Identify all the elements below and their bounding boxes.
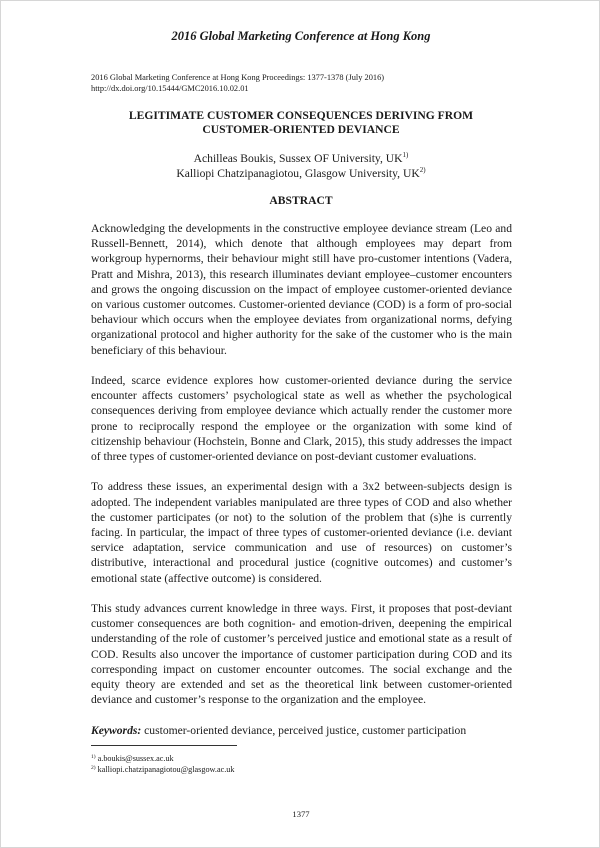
- footnote-1: [91, 753, 511, 764]
- abstract-paragraph-1: Acknowledging the developments in the constructive employee deviance stream (Leo and Russell-Bennett, 2014), which denote that although employees may depart from workgroup hypernorms, their behaviour might still have pro-customer intentions (Vadera, Pratt and Mishra, 2013), this research illuminates deviant employee–customer encounters and grows the ongoing discussion on the impact of employee customer-oriented deviance on various customer outcomes. Customer-oriented deviance (COD) is a form of pro-social behaviour which occurs when the employee deviates from organizational norms, defying organizational protocol and higher authority for the sake of the customer who is the main beneficiary of this behaviour.: [91, 222, 512, 357]
- abstract-paragraph-2: Indeed, scarce evidence explores how customer-oriented deviance during the service encounter affects customers’ psychological state as well as whether the psychological consequences deriving from employee deviance which actually render the customer more prone to reciprocally respond the employee or the organization with some kind of citizenship behaviour (Hochstein, Bonne and Clark, 2015), this study addresses the impact of three types of customer-oriented deviance on post-deviant customer evaluations.: [91, 374, 512, 464]
- footnote-2-email[interactable]: kalliopi.chatzipanagiotou@glasgow.ac.uk: [95, 765, 235, 774]
- author-2: [91, 166, 511, 181]
- abstract-body: [91, 221, 512, 753]
- title-line-2: CUSTOMER-ORIENTED DEVIANCE: [202, 123, 400, 136]
- abstract-heading: ABSTRACT: [269, 194, 333, 207]
- proceedings-citation: 2016 Global Marketing Conference at Hong Kong Proceedings: 1377-1378 (July 2016): [91, 73, 385, 82]
- footnote-2-mark: 2): [91, 765, 96, 771]
- author-2-footnote-mark: 2): [419, 166, 426, 174]
- author-1-footnote-mark: 1): [402, 151, 409, 159]
- footnote-1-mark: 1): [91, 754, 96, 760]
- abstract-paragraph-3: To address these issues, an experimental design with a 3x2 between-subjects design is adopted. The independent variables manipulated are three types of COD and also whether the customer participates (or not) to the solution of the problem that (s)he is currently facing. In particular, the impact of three types of customer-oriented deviance (i.e. deviant service adaptation, service communication and use of resources) on customer’s distributive, interactional and procedural justice (cognitive outcomes) and customer’s emotional state (affective outcome) is considered.: [91, 480, 512, 585]
- title-line-1: LEGITIMATE CUSTOMER CONSEQUENCES DERIVING FROM: [128, 109, 474, 122]
- footnote-1-email[interactable]: a.boukis@sussex.ac.uk: [95, 754, 174, 763]
- page-number: 1377: [292, 809, 310, 819]
- conference-header: 2016 Global Marketing Conference at Hong Kong: [171, 29, 431, 43]
- author-1-name: Achilleas Boukis, Sussex OF University, UK: [193, 152, 403, 165]
- footnote-divider: [91, 745, 237, 746]
- footnotes: [91, 753, 511, 775]
- footnote-2: [91, 764, 511, 775]
- author-1: [91, 151, 511, 166]
- paper-title: [91, 109, 511, 137]
- keywords-label: Keywords:: [91, 723, 142, 737]
- author-list: [91, 151, 511, 181]
- author-2-name: Kalliopi Chatzipanagiotou, Glasgow University, UK: [176, 167, 420, 180]
- abstract-paragraph-4: This study advances current knowledge in three ways. First, it proposes that post-deviant customer consequences are both cognition- and emotion-driven, deepening the empirical understanding of the role of customer’s perceived justice and emotional state as a result of COD. Results also uncover the importance of customer participation during COD and its corresponding impact on customer encounter outcomes. The social exchange and the equity theory are extended and set as the theoretical link between customer-oriented deviance and customer’s response to the organization and the employee.: [91, 602, 512, 707]
- doi-link[interactable]: http://dx.doi.org/10.15444/GMC2016.10.02.01: [91, 84, 249, 93]
- citation-block: [91, 72, 511, 94]
- keywords-text: customer-oriented deviance, perceived justice, customer participation: [141, 723, 467, 737]
- keywords-line: [91, 723, 512, 738]
